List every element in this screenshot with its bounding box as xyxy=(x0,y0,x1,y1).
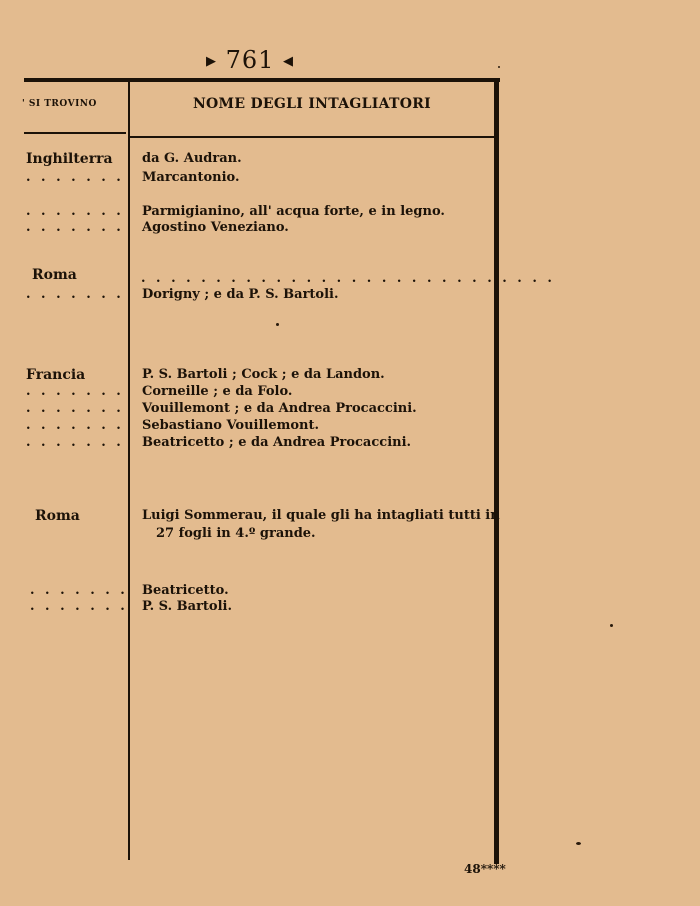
engraver-cell: da G. Audran. xyxy=(142,151,242,166)
column-header-engravers: NOME DEGLI INTAGLIATORI xyxy=(192,96,432,112)
place-cell: . . . . . . . xyxy=(26,204,124,219)
place-cell: Inghilterra xyxy=(26,151,113,167)
right-pointer-ornament: ▶ xyxy=(205,54,217,69)
place-cell: . . . . . . . xyxy=(26,287,124,302)
place-cell: . . . . . . . xyxy=(26,170,124,185)
engraver-cell: Beatricetto. xyxy=(142,583,229,598)
column-header-places: ' SI TROVINO xyxy=(22,99,97,109)
table-row xyxy=(0,583,500,600)
engraver-cell: 27 fogli in 4.º grande. xyxy=(156,526,316,541)
page-number-text: 761 xyxy=(225,46,275,74)
engraver-cell: Dorigny ; e da P. S. Bartoli. xyxy=(142,287,339,302)
table-row xyxy=(0,599,500,616)
left-pointer-ornament: ◀ xyxy=(283,54,295,69)
place-cell: . . . . . . . xyxy=(30,583,128,598)
table-row xyxy=(0,220,500,237)
table-row xyxy=(0,508,500,525)
header-left-underline xyxy=(24,132,126,134)
table-row xyxy=(0,151,500,168)
table-row xyxy=(0,170,500,187)
engraver-cell: Corneille ; e da Folo. xyxy=(142,384,293,399)
table-row xyxy=(0,367,500,384)
table-row xyxy=(0,384,500,401)
engraver-cell: Parmigianino, all' acqua forte, e in legno. xyxy=(142,204,445,219)
place-cell: . . . . . . . xyxy=(26,384,124,399)
engraver-cell: P. S. Bartoli. xyxy=(142,599,232,614)
page-number xyxy=(0,46,500,74)
place-cell: . . . . . . . xyxy=(26,220,124,235)
engraver-cell: Vouillemont ; e da Andrea Procaccini. xyxy=(142,401,417,416)
header-right-underline xyxy=(130,136,496,138)
place-cell: . . . . . . . xyxy=(26,418,124,433)
table-top-rule xyxy=(24,78,500,82)
place-cell: Roma xyxy=(35,508,80,524)
engraver-cell: Sebastiano Vouillemont. xyxy=(142,418,320,433)
ink-speck xyxy=(276,323,279,326)
table-row xyxy=(0,418,500,435)
place-cell: Francia xyxy=(26,367,86,383)
engraver-cell: . . . . . . . . . . . . . . . . . . . . . . . . . . . . xyxy=(141,271,555,286)
table-right-rule xyxy=(494,78,499,864)
table-row xyxy=(0,401,500,418)
table-row xyxy=(0,267,555,286)
engraver-cell: P. S. Bartoli ; Cock ; e da Landon. xyxy=(142,367,385,382)
ink-speck xyxy=(498,66,500,68)
printer-signature-mark: 48**** xyxy=(464,862,506,876)
place-cell: . . . . . . . xyxy=(30,599,128,614)
table-row xyxy=(0,435,500,452)
ink-speck xyxy=(610,624,613,627)
column-divider xyxy=(128,78,130,860)
engraver-cell: Beatricetto ; e da Andrea Procaccini. xyxy=(142,435,412,450)
engraver-cell: Luigi Sommerau, il quale gli ha intagliati tutti in xyxy=(142,508,500,523)
table-row xyxy=(0,287,500,304)
table-row xyxy=(0,526,500,543)
engraver-cell: Agostino Veneziano. xyxy=(142,220,289,235)
ink-speck xyxy=(576,842,581,845)
place-cell: Roma xyxy=(32,267,77,283)
place-cell: . . . . . . . xyxy=(26,435,124,450)
place-cell: . . . . . . . xyxy=(26,401,124,416)
table-row xyxy=(0,204,500,221)
engraver-cell: Marcantonio. xyxy=(142,170,240,185)
